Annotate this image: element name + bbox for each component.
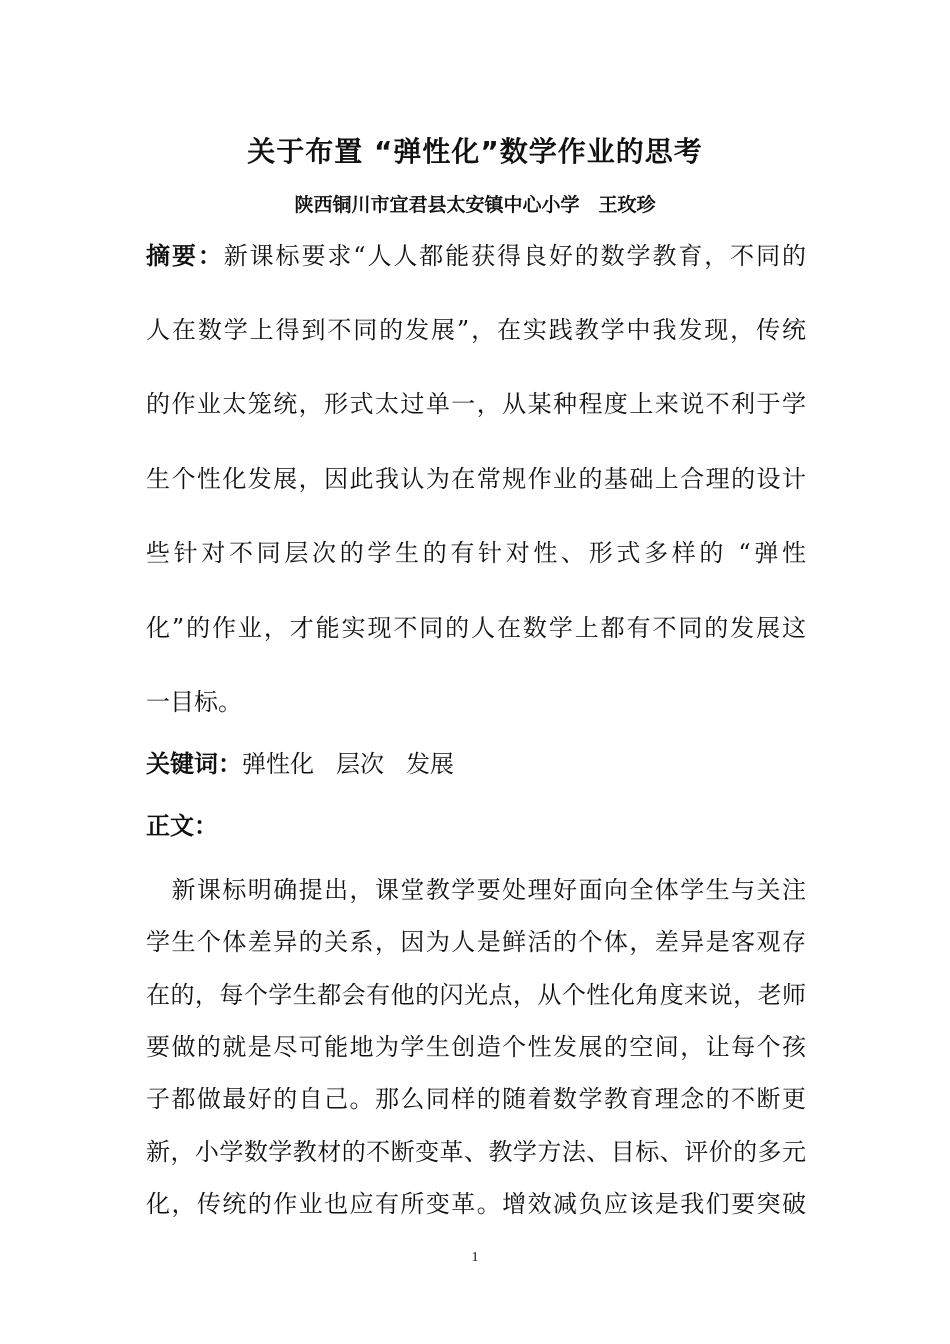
author-affiliation: 陕西铜川市宜君县太安镇中心小学 王玫珍 — [294, 194, 656, 216]
keywords-line — [146, 746, 806, 782]
abstract-label: 摘要： — [146, 242, 224, 270]
body-line-1: 新课标明确提出，课堂教学要处理好面向全体学生与关注 — [170, 876, 806, 904]
keywords-label: 关键词： — [146, 750, 242, 778]
abstract-line-3: 的作业太笼统，形式太过单一，从某种程度上来说不利于学 — [146, 390, 806, 418]
body-line-7: 化，传统的作业也应有所变革。增效减负应该是我们要突破 — [146, 1190, 806, 1218]
body-line-6: 新，小学数学教材的不断变革、教学方法、目标、评价的多元 — [146, 1138, 806, 1166]
abstract-line-4: 生个性化发展，因此我认为在常规作业的基础上合理的设计 — [146, 465, 806, 493]
keyword-item: 弹性化 — [242, 750, 314, 778]
abstract-line-2: 人在数学上得到不同的发展”，在实践教学中我发现，传统 — [146, 316, 806, 344]
keyword-item: 层次 — [336, 750, 384, 778]
body-line-3: 在的，每个学生都会有他的闪光点，从个性化角度来说，老师 — [146, 981, 806, 1009]
body-label: 正文： — [146, 812, 218, 840]
body-line-2: 学生个体差异的关系，因为人是鲜活的个体，差异是客观存 — [146, 928, 806, 956]
keyword-item: 发展 — [406, 750, 454, 778]
abstract-line-5: 些针对不同层次的学生的有针对性、形式多样的 “弹性 — [146, 539, 806, 567]
abstract-line-1 — [146, 238, 806, 274]
abstract-text: 新课标要求“人人都能获得良好的数学教育，不同的 — [223, 242, 806, 270]
body-line-5: 子都做最好的自己。那么同样的随着数学教育理念的不断更 — [146, 1085, 806, 1113]
body-line-4: 要做的就是尽可能地为学生创造个性发展的空间，让每个孩 — [146, 1033, 806, 1061]
abstract-line-6: 化”的作业，才能实现不同的人在数学上都有不同的发展这 — [146, 614, 806, 642]
page-number: 1 — [471, 1250, 479, 1265]
document-title: 关于布置 “弹性化”数学作业的思考 — [247, 135, 703, 168]
abstract-line-7: 一目标。 — [146, 688, 242, 716]
